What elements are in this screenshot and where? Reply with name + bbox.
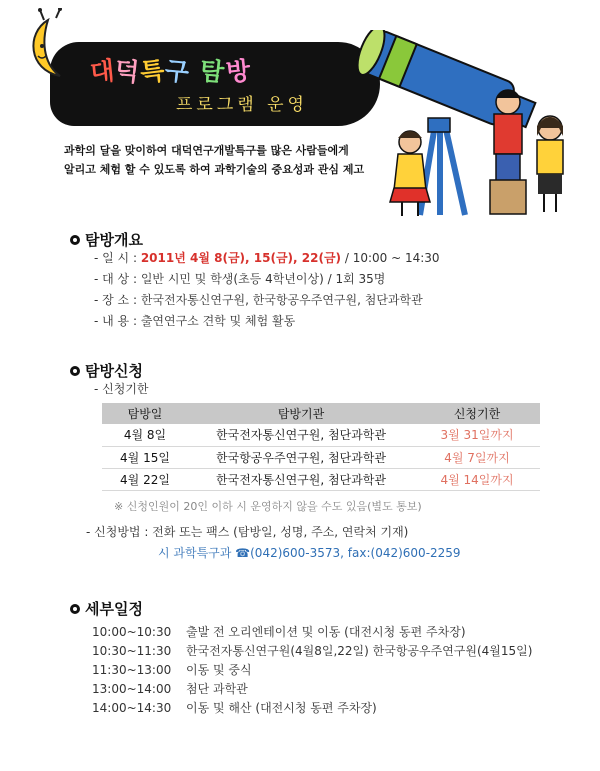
schedule-desc: 한국전자통신연구원(4월8일,22일) 한국항공우주연구원(4월15일) <box>186 644 533 658</box>
apply-method <box>86 522 461 564</box>
apply-note: ※ 신청인원이 20인 이하 시 운영하지 않을 수도 있음(별도 통보) <box>114 500 422 513</box>
moon-icon <box>26 8 96 83</box>
date-label: - 일 시 : <box>94 251 141 265</box>
schedule-item <box>92 680 532 699</box>
title-char: 탐 <box>198 55 227 88</box>
section-title-schedule <box>70 598 143 619</box>
intro-text <box>64 141 364 179</box>
overview-target: - 대 상 : 일반 시민 및 학생(초등 4학년이상) / 1회 35명 <box>94 272 386 286</box>
overview-date <box>94 248 440 269</box>
table-cell: 한국전자통신연구원, 첨단과학관 <box>188 424 414 446</box>
schedule-time: 10:30~11:30 <box>92 644 172 658</box>
table-header: 탐방일 <box>102 403 188 424</box>
title-char: 특 <box>139 55 168 88</box>
table-header: 탐방기관 <box>188 403 414 424</box>
schedule-desc: 첨단 과학관 <box>186 682 248 696</box>
schedule-desc: 이동 및 해산 (대전시청 동편 주차장) <box>186 701 377 715</box>
method-text: - 신청방법 : 전화 또는 팩스 (탐방일, 성명, 주소, 연락처 기재) <box>86 525 409 539</box>
bullet-icon <box>70 604 80 614</box>
table-row <box>102 468 540 490</box>
bullet-icon <box>70 235 80 245</box>
table-header: 신청기한 <box>414 403 540 424</box>
date-time: / 10:00 ~ 14:30 <box>341 251 440 265</box>
table-cell: 한국전자통신연구원, 첨단과학관 <box>188 468 414 490</box>
table-cell: 4월 7일까지 <box>414 446 540 468</box>
contact-info: 시 과학특구과 ☎(042)600-3573, fax:(042)600-2259 <box>158 546 461 560</box>
schedule-time: 11:30~13:00 <box>92 663 172 677</box>
table-cell: 4월 8일 <box>102 424 188 446</box>
banner-title <box>90 52 251 88</box>
overview-place: - 장 소 : 한국전자통신연구원, 한국항공우주연구원, 첨단과학관 <box>94 293 423 307</box>
section-title-text: 탐방개요 <box>85 231 143 249</box>
title-char: 덕 <box>113 55 142 88</box>
schedule-desc: 이동 및 중식 <box>186 663 252 677</box>
section-title-text: 탐방신청 <box>85 362 143 380</box>
intro-line: 과학의 달을 맞이하여 대덕연구개발특구를 많은 사람들에게 <box>64 144 349 157</box>
deadline-label: - 신청기한 <box>94 382 149 396</box>
table-cell: 4월 15일 <box>102 446 188 468</box>
table-row <box>102 424 540 446</box>
schedule-item <box>92 661 532 680</box>
section-title-text: 세부일정 <box>85 600 143 618</box>
schedule-time: 13:00~14:00 <box>92 682 172 696</box>
overview-list <box>94 248 440 332</box>
overview-content: - 내 용 : 출연연구소 견학 및 체험 활동 <box>94 314 296 328</box>
section-title-overview <box>70 229 143 250</box>
schedule-time: 10:00~10:30 <box>92 625 172 639</box>
title-char: 구 <box>163 55 192 88</box>
table-cell: 한국항공우주연구원, 첨단과학관 <box>188 446 414 468</box>
intro-line: 알리고 체험 할 수 있도록 하여 과학기술의 중요성과 관심 제고 <box>64 163 365 176</box>
table-cell: 4월 14일까지 <box>414 468 540 490</box>
table-cell: 3월 31일까지 <box>414 424 540 446</box>
schedule-item <box>92 699 532 718</box>
header-banner <box>0 0 600 220</box>
title-char: 대 <box>88 55 117 88</box>
table-row <box>102 446 540 468</box>
title-char: 방 <box>224 55 253 88</box>
section-title-apply <box>70 360 143 381</box>
date-value: 2011년 4월 8(금), 15(금), 22(금) <box>140 251 342 265</box>
schedule-desc: 출발 전 오리엔테이션 및 이동 (대전시청 동편 주차장) <box>186 625 466 639</box>
telescope-illustration <box>340 30 580 220</box>
schedule-list <box>92 623 532 718</box>
schedule-item <box>92 642 532 661</box>
deadline-table <box>102 403 540 491</box>
schedule-item <box>92 623 532 642</box>
schedule-time: 14:00~14:30 <box>92 701 172 715</box>
bullet-icon <box>70 366 80 376</box>
table-header-row <box>102 403 540 424</box>
banner-subtitle: 프로그램 운영 <box>176 95 308 115</box>
table-cell: 4월 22일 <box>102 468 188 490</box>
